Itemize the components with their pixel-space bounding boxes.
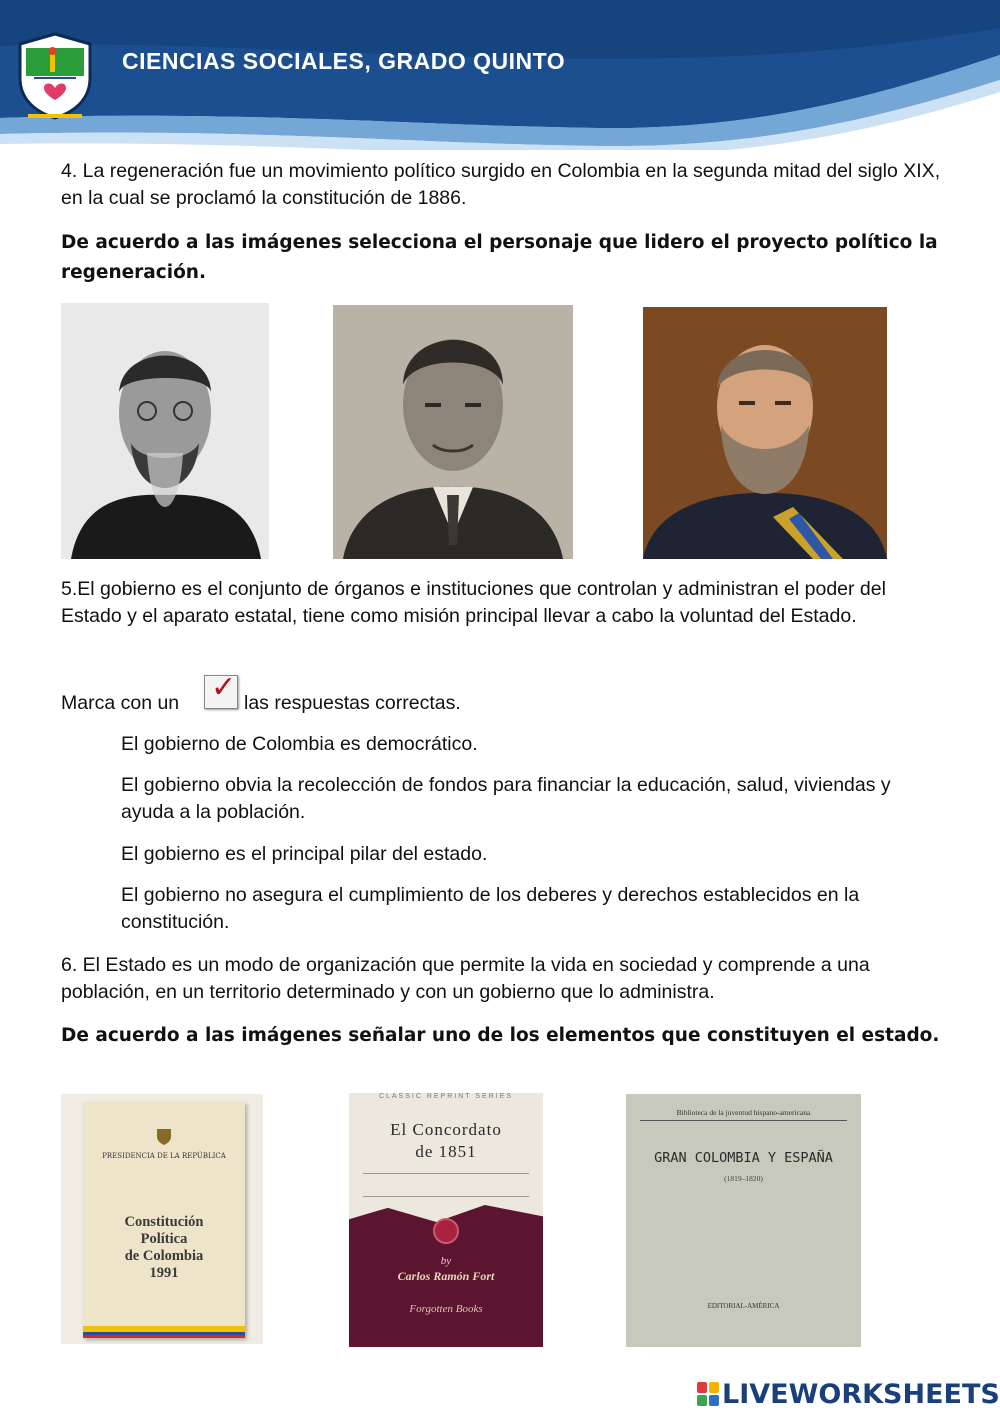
- book-3-top-text: Biblioteca de la juventud hispano-americana: [676, 1108, 811, 1117]
- liveworksheets-logo-icon: [697, 1382, 719, 1406]
- portrait-bearded-sash-icon: [643, 307, 887, 559]
- book-option-2[interactable]: [349, 1093, 543, 1347]
- book-1-cover: [83, 1102, 245, 1338]
- portrait-suit-man-icon: [333, 305, 573, 559]
- question-6-instruction: De acuerdo a las imágenes señalar uno de los elementos que constituyen el estado.: [61, 1025, 940, 1046]
- answer-option-2[interactable]: El gobierno obvia la recolección de fondos para financiar la educación, salud, viviendas y ayuda a la población.: [121, 774, 891, 823]
- book-1-title: [83, 1214, 245, 1282]
- brand-name: LIVEWORKSHEETS: [722, 1378, 1000, 1410]
- coat-of-arms-icon: [154, 1126, 174, 1146]
- book-2-title-line: de 1851: [415, 1142, 477, 1161]
- portrait-bearded-glasses-icon: [61, 303, 269, 559]
- question-6-text: 6. El Estado es un modo de organización que permite la vida en sociedad y comprende a una población, en un territorio determinado y con un gobierno que lo administra.: [61, 954, 870, 1003]
- book-2-title: [349, 1119, 543, 1163]
- book-3-publisher: EDITORIAL-AMÉRICA: [707, 1302, 780, 1310]
- question-4-text: 4. La regeneración fue un movimiento político surgido en Colombia en la segunda mitad del siglo XIX, en la cual se proclamó la constitución de 1886.: [61, 160, 941, 209]
- question-4-instruction: De acuerdo a las imágenes selecciona el personaje que lidero el proyecto político la regeneración.: [61, 232, 938, 283]
- book-2-series: CLASSIC REPRINT SERIES: [378, 1093, 514, 1100]
- book-option-3[interactable]: [626, 1094, 861, 1347]
- answer-option-4[interactable]: El gobierno no asegura el cumplimiento de los deberes y derechos establecidos en la constitución.: [121, 884, 860, 933]
- book-2-author: Carlos Ramón Fort: [397, 1269, 495, 1283]
- portrait-option-2[interactable]: [333, 305, 573, 559]
- flag-stripe-red: [83, 1335, 245, 1338]
- liveworksheets-brand[interactable]: [697, 1378, 1000, 1410]
- book-1-title-line: 1991: [149, 1265, 179, 1281]
- book-2-emblem-icon: [433, 1218, 459, 1244]
- book-2-title-line: El Concordato: [390, 1120, 502, 1139]
- mark-instruction-prefix: Marca con un: [61, 692, 180, 714]
- book-2-subtitle-rule: [363, 1173, 529, 1197]
- header-title: CIENCIAS SOCIALES, GRADO QUINTO: [122, 48, 566, 74]
- answer-option-3[interactable]: El gobierno es el principal pilar del estado.: [121, 843, 488, 865]
- header-wave-graphic: [0, 0, 1000, 150]
- checkmark-icon: ✓: [204, 675, 238, 709]
- book-option-1[interactable]: [61, 1094, 263, 1344]
- mark-instruction-suffix: las respuestas correctas.: [244, 692, 461, 714]
- book-1-top-text: PRESIDENCIA DE LA REPÚBLICA: [102, 1152, 226, 1160]
- book-1-title-line: Política: [140, 1231, 188, 1247]
- book-3-years: (1819–1820): [724, 1174, 763, 1183]
- question-5-text: 5.El gobierno es el conjunto de órganos e instituciones que controlan y administran el poder del Estado y el aparato estatal, tiene como misión principal llevar a cabo la voluntad del Estado.: [61, 578, 886, 627]
- book-2-publisher: Forgotten Books: [409, 1303, 483, 1315]
- portrait-option-1[interactable]: [61, 303, 269, 559]
- page-header: [0, 0, 1000, 150]
- book-1-title-line: de Colombia: [124, 1248, 204, 1264]
- book-3-rule: [640, 1120, 847, 1121]
- book-3-title: GRAN COLOMBIA Y ESPAÑA: [654, 1150, 833, 1166]
- book-2-by: by: [440, 1255, 452, 1267]
- school-shield-logo-icon: [14, 30, 96, 120]
- portrait-option-3[interactable]: [643, 307, 887, 559]
- book-1-title-line: Constitución: [124, 1214, 204, 1230]
- answer-option-1[interactable]: El gobierno de Colombia es democrático.: [121, 733, 478, 755]
